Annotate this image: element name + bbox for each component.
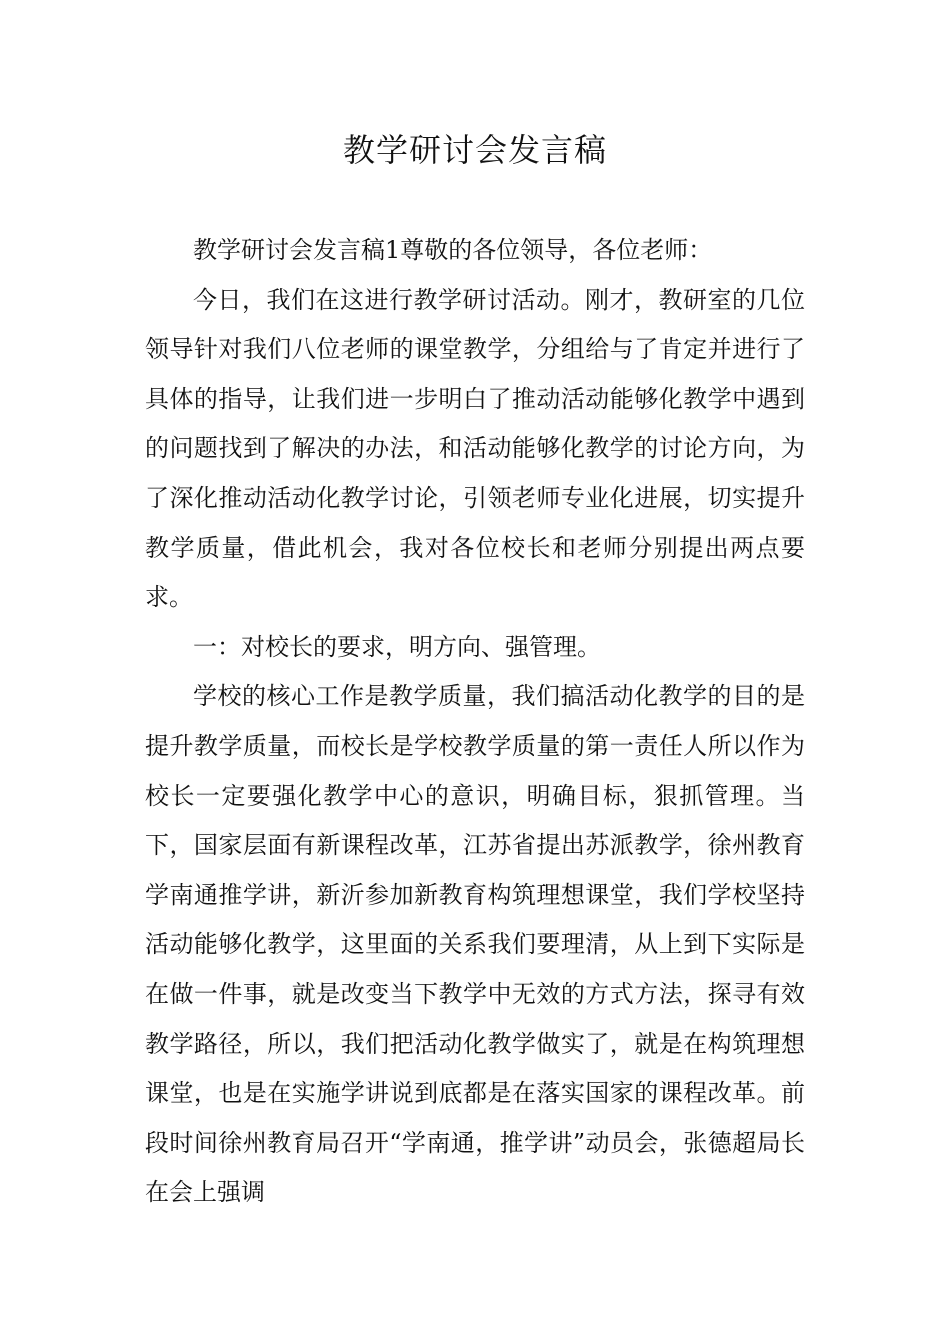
document-body xyxy=(145,226,805,1218)
paragraph-introduction: 今日，我们在这进行教学研讨活动。刚才，教研室的几位领导针对我们八位老师的课堂教学，分组给与了肯定并进行了具体的指导，让我们进一步明白了推动活动能够化教学中遇到的问题找到了解决的办法，和活动能够化教学的讨论方向，为了深化推动活动化教学讨论，引领老师专业化进展，切实提升教学质量，借此机会，我对各位校长和老师分别提出两点要求。 xyxy=(145,285,805,612)
paragraph-principal-requirements: 学校的核心工作是教学质量，我们搞活动化教学的目的是提升教学质量，而校长是学校教学质量的第一责任人所以作为校长一定要强化教学中心的意识，明确目标，狠抓管理。当下，国家层面有新课程改革，江苏省提出苏派教学，徐州教育学南通推学讲，新沂参加新教育构筑理想课堂，我们学校坚持活动能够化教学，这里面的关系我们要理清，从上到下实际是在做一件事，就是改变当下教学中无效的方式方法，探寻有效教学路径，所以，我们把活动化教学做实了，就是在构筑理想课堂，也是在实施学讲说到底都是在落实国家的课程改革。前段时间徐州教育局召开“学南通，推学讲”动员会，张德超局长在会上强调 xyxy=(145,682,805,1207)
paragraph-section-heading: 一：对校长的要求，明方向、强管理。 xyxy=(193,632,601,661)
document-title: 教学研讨会发言稿 xyxy=(342,131,607,169)
paragraph-salutation: 教学研讨会发言稿1尊敬的各位领导，各位老师： xyxy=(193,236,713,264)
